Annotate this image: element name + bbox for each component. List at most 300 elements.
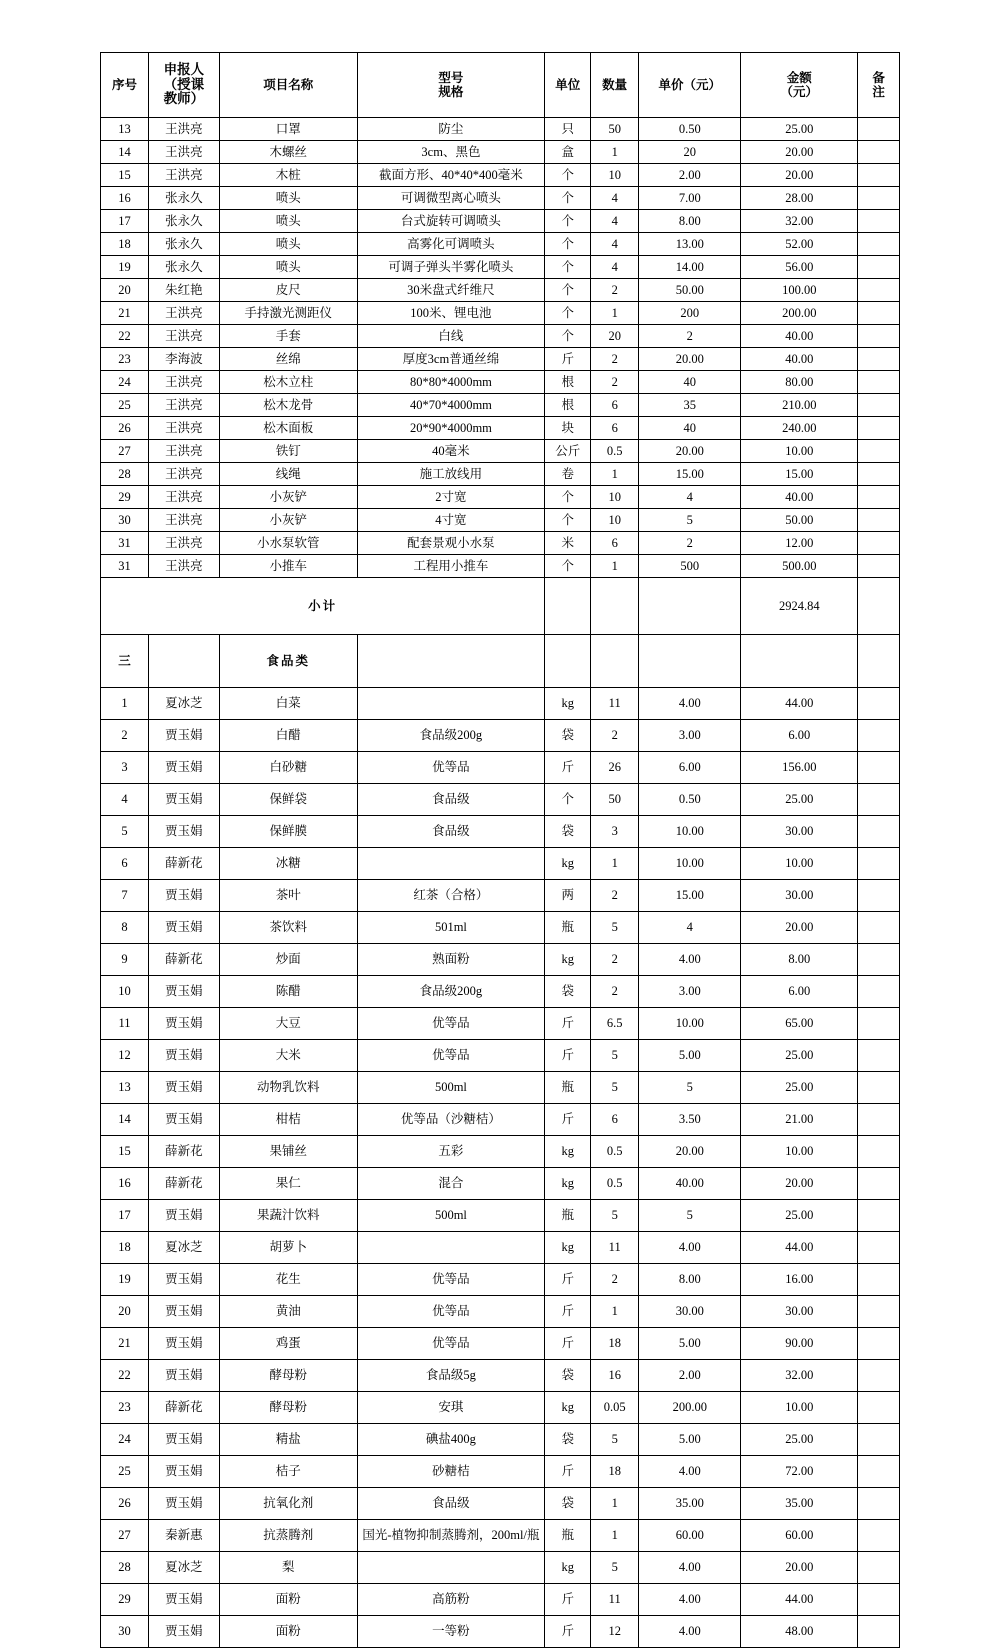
table-row — [101, 1488, 900, 1520]
cell-qty: 2 — [591, 944, 639, 976]
cell-unit: 个 — [545, 486, 591, 509]
cell-unit-price: 40 — [639, 417, 741, 440]
category-name: 食品类 — [219, 635, 357, 688]
cell-unit-price: 20.00 — [639, 348, 741, 371]
cell-item-name: 喷头 — [219, 233, 357, 256]
category-row — [101, 635, 900, 688]
cell-qty: 4 — [591, 187, 639, 210]
cell-applicant: 王洪亮 — [148, 509, 219, 532]
cell-spec: 可调微型离心喷头 — [357, 187, 545, 210]
table-row — [101, 1040, 900, 1072]
cell-spec: 白线 — [357, 325, 545, 348]
cell-index: 15 — [101, 1136, 149, 1168]
cell-applicant: 贾玉娟 — [148, 1264, 219, 1296]
table-row — [101, 325, 900, 348]
cell-note — [858, 509, 900, 532]
cell-note — [858, 256, 900, 279]
cell-item-name: 炒面 — [219, 944, 357, 976]
header-applicant — [148, 53, 219, 118]
cell-amount: 80.00 — [741, 371, 858, 394]
cell-index: 26 — [101, 417, 149, 440]
cell-qty: 5 — [591, 1552, 639, 1584]
cell-amount: 500.00 — [741, 555, 858, 578]
header-qty: 数量 — [591, 53, 639, 118]
cell-item-name: 面粉 — [219, 1584, 357, 1616]
cell-item-name: 喷头 — [219, 256, 357, 279]
cell-index: 28 — [101, 1552, 149, 1584]
cell-unit: 斤 — [545, 1104, 591, 1136]
table-row — [101, 302, 900, 325]
cell-applicant: 贾玉娟 — [148, 1360, 219, 1392]
cell-index: 21 — [101, 1328, 149, 1360]
cell-applicant: 王洪亮 — [148, 463, 219, 486]
table-row — [101, 1264, 900, 1296]
cell-unit-price: 2 — [639, 325, 741, 348]
cell-applicant: 秦新惠 — [148, 1520, 219, 1552]
cell-spec: 3cm、黑色 — [357, 141, 545, 164]
cell-amount: 35.00 — [741, 1488, 858, 1520]
table-row — [101, 1072, 900, 1104]
cell-note — [858, 1008, 900, 1040]
header-unit-price: 单价（元） — [639, 53, 741, 118]
cell-unit: 斤 — [545, 348, 591, 371]
cell-spec: 优等品 — [357, 1040, 545, 1072]
cell-unit: 根 — [545, 394, 591, 417]
table-row — [101, 1136, 900, 1168]
cell-spec: 优等品 — [357, 1328, 545, 1360]
cell-note — [858, 1584, 900, 1616]
cell-unit: 斤 — [545, 1296, 591, 1328]
subtotal-label: 小计 — [101, 578, 545, 635]
cell-amount: 156.00 — [741, 752, 858, 784]
cell-unit-price: 10.00 — [639, 848, 741, 880]
cell-unit-price: 4.00 — [639, 688, 741, 720]
cell-applicant: 贾玉娟 — [148, 1200, 219, 1232]
cell-qty: 3 — [591, 816, 639, 848]
cell-unit-price: 3.00 — [639, 976, 741, 1008]
cell-applicant: 王洪亮 — [148, 486, 219, 509]
cell-spec: 优等品 — [357, 752, 545, 784]
header-note-line1: 备 — [872, 70, 885, 85]
table-row — [101, 394, 900, 417]
cell-unit-price: 35 — [639, 394, 741, 417]
table-row — [101, 720, 900, 752]
cell-qty: 12 — [591, 1616, 639, 1648]
cell-amount: 6.00 — [741, 976, 858, 1008]
cell-unit: 个 — [545, 187, 591, 210]
cell-note — [858, 1360, 900, 1392]
header-unit: 单位 — [545, 53, 591, 118]
cell-index: 24 — [101, 371, 149, 394]
cell-amount: 20.00 — [741, 164, 858, 187]
cell-item-name: 白砂糖 — [219, 752, 357, 784]
cell-note — [858, 1072, 900, 1104]
cell-unit-price: 5.00 — [639, 1040, 741, 1072]
cell-unit-price: 2 — [639, 532, 741, 555]
cell-index: 5 — [101, 816, 149, 848]
cell-spec: 高雾化可调喷头 — [357, 233, 545, 256]
cell-spec: 熟面粉 — [357, 944, 545, 976]
cell-applicant: 王洪亮 — [148, 417, 219, 440]
cell-amount: 16.00 — [741, 1264, 858, 1296]
cell-spec: 工程用小推车 — [357, 555, 545, 578]
table-row — [101, 1104, 900, 1136]
cell-note — [858, 1296, 900, 1328]
cell-amount: 40.00 — [741, 325, 858, 348]
cell-amount: 65.00 — [741, 1008, 858, 1040]
cell-index: 22 — [101, 325, 149, 348]
cell-item-name: 鸡蛋 — [219, 1328, 357, 1360]
cell-item-name: 茶饮料 — [219, 912, 357, 944]
cell-applicant: 贾玉娟 — [148, 880, 219, 912]
cell-unit-price: 7.00 — [639, 187, 741, 210]
cell-amount: 25.00 — [741, 1040, 858, 1072]
cell-note — [858, 1392, 900, 1424]
subtotal-row — [101, 578, 900, 635]
cell-spec: 施工放线用 — [357, 463, 545, 486]
table-row — [101, 1424, 900, 1456]
cell-unit: kg — [545, 944, 591, 976]
cell-unit: 块 — [545, 417, 591, 440]
cell-unit-price: 35.00 — [639, 1488, 741, 1520]
cell-amount: 40.00 — [741, 486, 858, 509]
table-row — [101, 1168, 900, 1200]
table-body — [101, 118, 900, 1648]
cell-unit: 袋 — [545, 720, 591, 752]
cell-applicant: 张永久 — [148, 256, 219, 279]
cell-item-name: 果铺丝 — [219, 1136, 357, 1168]
cell-unit: kg — [545, 1168, 591, 1200]
cell-unit-price: 4.00 — [639, 1616, 741, 1648]
cell-item-name: 喷头 — [219, 210, 357, 233]
cell-amount: 25.00 — [741, 1072, 858, 1104]
cell-spec: 食品级 — [357, 784, 545, 816]
cell-amount: 40.00 — [741, 348, 858, 371]
cell-note — [858, 944, 900, 976]
cell-index: 25 — [101, 394, 149, 417]
cell-applicant: 张永久 — [148, 187, 219, 210]
cell-applicant: 贾玉娟 — [148, 720, 219, 752]
cell-applicant: 贾玉娟 — [148, 1008, 219, 1040]
cell-note — [858, 417, 900, 440]
cell-unit: 个 — [545, 325, 591, 348]
cell-qty: 1 — [591, 1520, 639, 1552]
subtotal-amount: 2924.84 — [741, 578, 858, 635]
cell-spec: 20*90*4000mm — [357, 417, 545, 440]
cell-index: 30 — [101, 509, 149, 532]
cell-applicant: 贾玉娟 — [148, 1296, 219, 1328]
cell-unit: 盒 — [545, 141, 591, 164]
cell-unit-price: 2.00 — [639, 1360, 741, 1392]
cell-unit: 斤 — [545, 752, 591, 784]
cell-index: 26 — [101, 1488, 149, 1520]
cell-qty — [591, 635, 639, 688]
table-row — [101, 1584, 900, 1616]
cell-unit-price: 8.00 — [639, 210, 741, 233]
cell-spec: 40毫米 — [357, 440, 545, 463]
cell-qty: 1 — [591, 555, 639, 578]
cell-index: 15 — [101, 164, 149, 187]
cell-spec: 五彩 — [357, 1136, 545, 1168]
cell-item-name: 手套 — [219, 325, 357, 348]
table-row — [101, 752, 900, 784]
cell-qty: 5 — [591, 912, 639, 944]
cell-applicant: 王洪亮 — [148, 394, 219, 417]
cell-item-name: 抗蒸腾剂 — [219, 1520, 357, 1552]
cell-amount: 32.00 — [741, 210, 858, 233]
cell-index: 31 — [101, 532, 149, 555]
cell-spec: 食品级 — [357, 816, 545, 848]
cell-index: 6 — [101, 848, 149, 880]
cell-spec: 500ml — [357, 1200, 545, 1232]
cell-amount: 210.00 — [741, 394, 858, 417]
cell-unit-price: 4.00 — [639, 1552, 741, 1584]
cell-item-name: 白醋 — [219, 720, 357, 752]
cell-item-name: 口罩 — [219, 118, 357, 141]
cell-index: 1 — [101, 688, 149, 720]
table-row — [101, 440, 900, 463]
cell-qty: 26 — [591, 752, 639, 784]
cell-unit-price: 5.00 — [639, 1328, 741, 1360]
cell-qty: 1 — [591, 302, 639, 325]
cell-unit: 斤 — [545, 1328, 591, 1360]
cell-qty: 6 — [591, 1104, 639, 1136]
cell-item-name: 保鲜膜 — [219, 816, 357, 848]
table-row — [101, 187, 900, 210]
cell-note — [858, 1104, 900, 1136]
cell-item-name: 松木面板 — [219, 417, 357, 440]
cell-spec: 优等品（沙糖桔） — [357, 1104, 545, 1136]
table-row — [101, 532, 900, 555]
cell-item-name: 大豆 — [219, 1008, 357, 1040]
cell-applicant: 薛新花 — [148, 848, 219, 880]
table-row — [101, 1360, 900, 1392]
cell-amount: 10.00 — [741, 1392, 858, 1424]
cell-applicant: 贾玉娟 — [148, 784, 219, 816]
cell-amount: 44.00 — [741, 688, 858, 720]
cell-unit-price: 8.00 — [639, 1264, 741, 1296]
cell-amount: 44.00 — [741, 1232, 858, 1264]
table-row — [101, 912, 900, 944]
cell-applicant: 王洪亮 — [148, 325, 219, 348]
cell-index: 20 — [101, 1296, 149, 1328]
cell-qty: 1 — [591, 848, 639, 880]
cell-note — [858, 848, 900, 880]
cell-index: 16 — [101, 187, 149, 210]
cell-unit: 斤 — [545, 1008, 591, 1040]
cell-applicant: 贾玉娟 — [148, 1040, 219, 1072]
cell-amount: 30.00 — [741, 1296, 858, 1328]
header-applicant-line3: 教师） — [163, 91, 205, 107]
cell-unit: 袋 — [545, 1424, 591, 1456]
cell-index: 27 — [101, 1520, 149, 1552]
cell-note — [858, 1264, 900, 1296]
cell-spec: 配套景观小水泵 — [357, 532, 545, 555]
cell-note — [858, 187, 900, 210]
table-row — [101, 784, 900, 816]
cell-amount: 8.00 — [741, 944, 858, 976]
cell-unit-price — [639, 578, 741, 635]
cell-index: 23 — [101, 1392, 149, 1424]
cell-note — [858, 371, 900, 394]
cell-unit-price: 20.00 — [639, 440, 741, 463]
cell-unit: kg — [545, 1136, 591, 1168]
cell-spec: 截面方形、40*40*400毫米 — [357, 164, 545, 187]
cell-index: 8 — [101, 912, 149, 944]
header-note — [858, 53, 900, 118]
cell-qty: 11 — [591, 688, 639, 720]
cell-unit-price — [639, 635, 741, 688]
cell-index: 29 — [101, 486, 149, 509]
cell-note — [858, 325, 900, 348]
cell-item-name: 酵母粉 — [219, 1360, 357, 1392]
cell-unit-price: 30.00 — [639, 1296, 741, 1328]
cell-note — [858, 976, 900, 1008]
table-row — [101, 371, 900, 394]
table-row — [101, 486, 900, 509]
cell-index: 24 — [101, 1424, 149, 1456]
cell-unit-price: 6.00 — [639, 752, 741, 784]
cell-item-name: 保鲜袋 — [219, 784, 357, 816]
cell-amount: 15.00 — [741, 463, 858, 486]
cell-unit-price: 60.00 — [639, 1520, 741, 1552]
cell-amount: 56.00 — [741, 256, 858, 279]
cell-applicant: 贾玉娟 — [148, 816, 219, 848]
cell-item-name: 胡萝卜 — [219, 1232, 357, 1264]
cell-note — [858, 784, 900, 816]
cell-amount: 25.00 — [741, 118, 858, 141]
table-row — [101, 816, 900, 848]
cell-index: 12 — [101, 1040, 149, 1072]
header-item-name: 项目名称 — [219, 53, 357, 118]
cell-qty: 10 — [591, 509, 639, 532]
cell-qty: 2 — [591, 348, 639, 371]
table-row — [101, 1008, 900, 1040]
cell-unit-price: 200 — [639, 302, 741, 325]
header-index: 序号 — [101, 53, 149, 118]
cell-unit: 根 — [545, 371, 591, 394]
cell-unit: 袋 — [545, 1360, 591, 1392]
cell-unit-price: 200.00 — [639, 1392, 741, 1424]
cell-index: 4 — [101, 784, 149, 816]
cell-applicant: 贾玉娟 — [148, 1104, 219, 1136]
cell-unit: 袋 — [545, 1488, 591, 1520]
cell-qty: 2 — [591, 880, 639, 912]
cell-amount: 25.00 — [741, 1200, 858, 1232]
cell-qty — [591, 578, 639, 635]
cell-spec: 2寸宽 — [357, 486, 545, 509]
cell-qty: 10 — [591, 164, 639, 187]
cell-unit: 个 — [545, 509, 591, 532]
cell-note — [858, 1232, 900, 1264]
cell-note — [858, 1328, 900, 1360]
cell-note — [858, 394, 900, 417]
cell-item-name: 冰糖 — [219, 848, 357, 880]
cell-unit: kg — [545, 1232, 591, 1264]
cell-note — [858, 1136, 900, 1168]
category-number: 三 — [101, 635, 149, 688]
cell-index: 17 — [101, 210, 149, 233]
cell-unit: 个 — [545, 302, 591, 325]
cell-index: 18 — [101, 1232, 149, 1264]
cell-spec: 混合 — [357, 1168, 545, 1200]
cell-note — [858, 816, 900, 848]
cell-item-name: 铁钉 — [219, 440, 357, 463]
cell-unit — [545, 635, 591, 688]
cell-qty: 1 — [591, 141, 639, 164]
cell-applicant: 薛新花 — [148, 1168, 219, 1200]
cell-index: 13 — [101, 1072, 149, 1104]
cell-spec: 501ml — [357, 912, 545, 944]
cell-note — [858, 880, 900, 912]
cell-unit-price: 14.00 — [639, 256, 741, 279]
cell-spec: 可调子弹头半雾化喷头 — [357, 256, 545, 279]
table-row — [101, 555, 900, 578]
cell-item-name: 酵母粉 — [219, 1392, 357, 1424]
cell-index: 28 — [101, 463, 149, 486]
cell-qty: 0.05 — [591, 1392, 639, 1424]
cell-item-name: 线绳 — [219, 463, 357, 486]
cell-item-name: 丝绵 — [219, 348, 357, 371]
cell-unit-price: 15.00 — [639, 880, 741, 912]
cell-item-name: 黄油 — [219, 1296, 357, 1328]
cell-unit: 个 — [545, 210, 591, 233]
cell-index: 13 — [101, 118, 149, 141]
cell-amount: 20.00 — [741, 1168, 858, 1200]
cell-item-name: 果蔬汁饮料 — [219, 1200, 357, 1232]
cell-index: 21 — [101, 302, 149, 325]
cell-qty: 16 — [591, 1360, 639, 1392]
cell-item-name: 白菜 — [219, 688, 357, 720]
cell-applicant: 贾玉娟 — [148, 976, 219, 1008]
cell-item-name: 小灰铲 — [219, 486, 357, 509]
cell-qty: 6 — [591, 394, 639, 417]
cell-applicant: 王洪亮 — [148, 118, 219, 141]
cell-amount: 20.00 — [741, 141, 858, 164]
cell-unit: 瓶 — [545, 1072, 591, 1104]
cell-unit-price: 0.50 — [639, 784, 741, 816]
cell-unit-price: 15.00 — [639, 463, 741, 486]
cell-applicant: 贾玉娟 — [148, 752, 219, 784]
cell-unit-price: 0.50 — [639, 118, 741, 141]
cell-applicant: 贾玉娟 — [148, 1328, 219, 1360]
cell-amount: 100.00 — [741, 279, 858, 302]
cell-unit-price: 4.00 — [639, 1456, 741, 1488]
cell-spec — [357, 688, 545, 720]
cell-note — [858, 302, 900, 325]
cell-note — [858, 164, 900, 187]
header-amount — [741, 53, 858, 118]
cell-qty: 20 — [591, 325, 639, 348]
cell-amount: 44.00 — [741, 1584, 858, 1616]
cell-item-name: 皮尺 — [219, 279, 357, 302]
cell-unit: 米 — [545, 532, 591, 555]
cell-index: 18 — [101, 233, 149, 256]
cell-item-name: 精盐 — [219, 1424, 357, 1456]
cell-unit — [545, 578, 591, 635]
header-spec-line1: 型号 — [438, 70, 464, 85]
cell-unit-price: 2.00 — [639, 164, 741, 187]
cell-qty: 18 — [591, 1328, 639, 1360]
cell-applicant: 贾玉娟 — [148, 1584, 219, 1616]
cell-unit: 个 — [545, 279, 591, 302]
cell-spec: 40*70*4000mm — [357, 394, 545, 417]
cell-note — [858, 279, 900, 302]
cell-amount: 50.00 — [741, 509, 858, 532]
cell-item-name: 小水泵软管 — [219, 532, 357, 555]
cell-index: 23 — [101, 348, 149, 371]
cell-unit-price: 4.00 — [639, 1584, 741, 1616]
